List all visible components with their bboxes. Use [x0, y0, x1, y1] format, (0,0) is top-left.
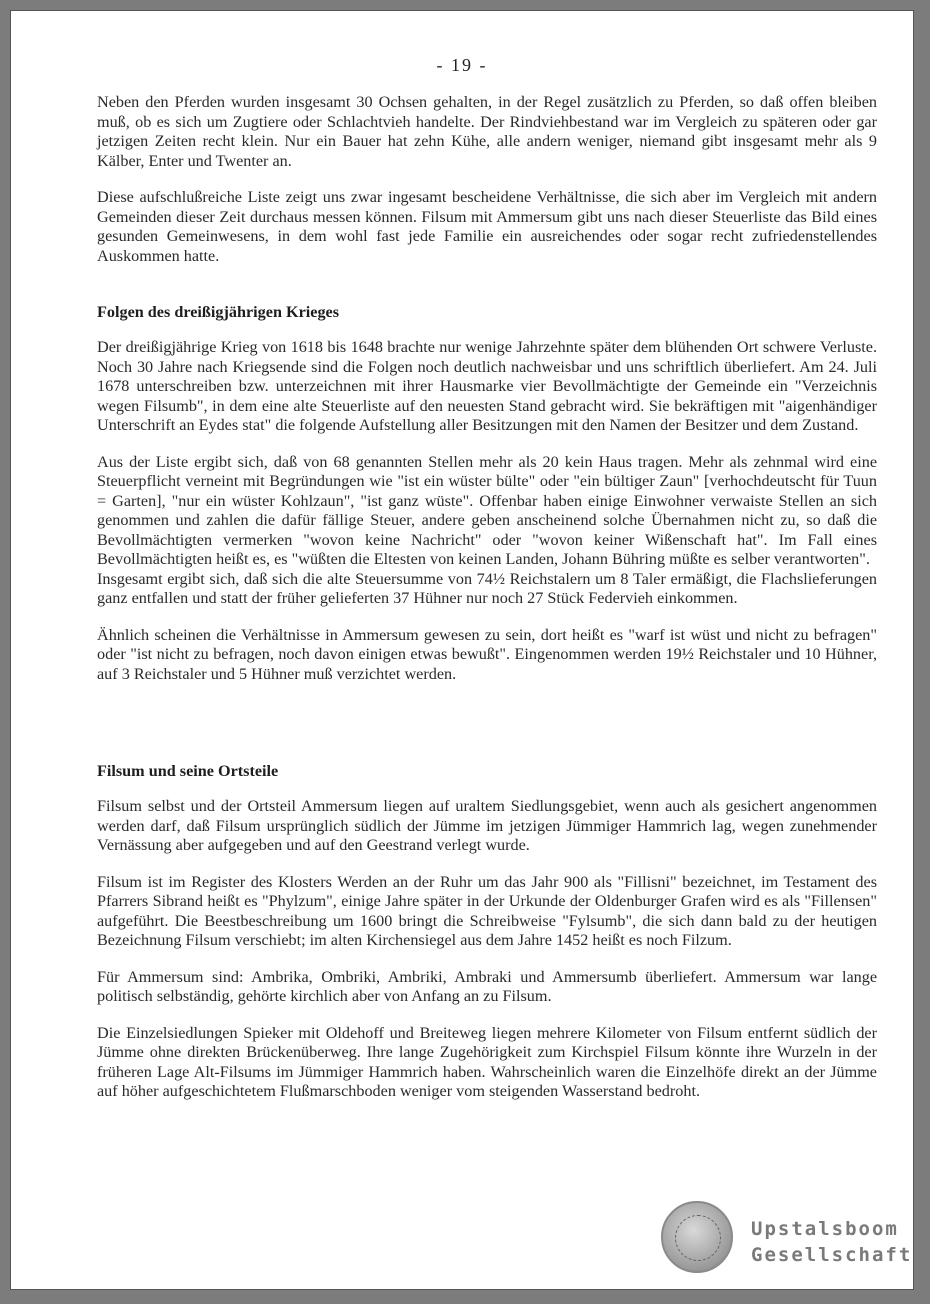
logo-line-2: Gesellschaft — [751, 1244, 913, 1266]
spacer — [97, 701, 877, 761]
document-page — [10, 10, 914, 1290]
spacer — [97, 283, 877, 302]
seal-emblem — [675, 1215, 721, 1261]
logo-line-1: Upstalsboom — [751, 1218, 899, 1240]
paragraph: Insgesamt ergibt sich, daß sich die alte Steuersumme von 74½ Reichstalern um 8 Taler ermäßigt, die Flachslieferungen ganz entfallen und statt der früher gelieferten 37 Hühner nur noch 27 Stück Federvieh einkommen. — [97, 569, 877, 607]
section-heading-krieg: Folgen des dreißigjährigen Krieges — [97, 303, 340, 321]
paragraph: Aus der Liste ergibt sich, daß von 68 genannten Stellen mehr als 20 kein Haus tragen. Mehr als zehnmal wird eine Steuerpflicht verneint mit Begründungen wie "ist ein wüster bülte" oder "ein bültiger Zaun" [verhochdeutscht für Tuun = Garten], "nur ein wüster Kohlzaun", "ist ganz wüste". Offenbar haben einige Einwohner verwaiste Stellen an sich genommen und zahlen die dafür fällige Steuer, andere geben anscheinend solche Übernahmen nicht zu, so daß die Bevollmächtigten vermerken "wovon keine Nachricht" oder "wovon keiner Wißenschaft hat". Im Fall eines Bevollmächtigten heißt es, es "wüßten die Eltesten von keinen Landen, Johann Bühring müßte es selber verantworten". — [97, 452, 877, 568]
page-number: - 19 - — [436, 55, 488, 75]
seal-icon — [661, 1201, 733, 1273]
paragraph: Filsum ist im Register des Klosters Werden an der Ruhr um das Jahr 900 als "Fillisni" bezeichnet, im Testament des Pfarrers Sibrand heißt es "Phylzum", einige Jahre später in der Urkunde der Oldenburger Grafen wird es als "Fillensen" aufgeführt. Die Beestbeschreibung um 1600 bringt die Schreibweise "Fylsumb", die sich dann bald zu der heutigen Bezeichnung Filsum verschiebt; im alten Kirchensiegel aus dem Jahre 1452 heißt es noch Filzum. — [97, 872, 877, 949]
paragraph: Die Einzelsiedlungen Spieker mit Oldehoff und Breiteweg liegen mehrere Kilometer von Filsum entfernt südlich der Jümme ohne direkten Brückenüberweg. Ihre lange Zugehörigkeit zum Kirchspiel Filsum könnte ihre Wurzeln in der früheren Lage Alt-Filsums im Jümmiger Hammrich haben. Wahrscheinlich waren die Einzelhöfe direkt an der Jümme auf höher aufgeschichtetem Flußmarschboden weniger vom steigenden Wasserstand bedroht. — [97, 1023, 877, 1100]
section-heading-ortsteile: Filsum und seine Ortsteile — [97, 762, 279, 780]
paragraph: Der dreißigjährige Krieg von 1618 bis 1648 brachte nur wenige Jahrzehnte später dem blühenden Ort schwere Verluste. Noch 30 Jahre nach Kriegsende sind die Folgen noch deutlich nachweisbar und uns schriftlich überliefert. Am 24. Juli 1678 unterschreiben bzw. unterzeichnen mit ihrer Hausmarke vier Bevollmächtigte der Gemeinde ein "Verzeichnis wegen Filsumb", in dem eine alte Steuerliste auf den neuesten Stand gebracht wird. Sie bekräftigen mit "aigenhändiger Unterschrift an Eydes stat" die folgende Aufstellung aller Besitzungen mit den Namen der Besitzer und dem Zustand. — [97, 338, 877, 434]
paragraph: Neben den Pferden wurden insgesamt 30 Ochsen gehalten, in der Regel zusätzlich zu Pferden, so daß offen bleiben muß, ob es sich um Zugtiere oder Schlachtvieh handelte. Der Rindviehbestand war im Vergleich zu späteren oder gar jetzigen Zeiten recht klein. Nur ein Bauer hat zehn Kühe, alle andern weniger, niemand gibt insgesamt mehr als 9 Kälber, Enter und Twenter an. — [97, 93, 877, 170]
paragraph: Filsum selbst und der Ortsteil Ammersum liegen auf uraltem Siedlungsgebiet, wenn auch als gesichert angenommen werden darf, daß Filsum ursprünglich südlich der Jümme im jetzigen Jümmiger Hammrich lag, wegen zunehmender Vernässung aber aufgegeben und auf den Geestrand verlegt wurde. — [97, 797, 877, 854]
page-content — [97, 93, 877, 1119]
society-logo — [751, 1216, 912, 1268]
paragraph: Ähnlich scheinen die Verhältnisse in Ammersum gewesen zu sein, dort heißt es "warf ist wüst und nicht zu befragen" oder "ist nicht zu befragen, noch davon einigen etwas bewußt". Eingenommen werden 19½ Reichstaler und 10 Hühner, auf 3 Reichstaler und 5 Hühner muß verzichtet werden. — [97, 625, 877, 683]
paragraph: Diese aufschlußreiche Liste zeigt uns zwar ingesamt bescheidene Verhältnisse, die sich aber im Vergleich mit andern Gemeinden dieser Zeit durchaus messen können. Filsum mit Ammersum gibt uns nach dieser Steuerliste das Bild eines gesunden Gemeinwesens, in dem wohl fast jede Familie ein ausreichendes oder sogar recht zufriedenstellendes Auskommen hatte. — [97, 188, 877, 265]
paragraph: Für Ammersum sind: Ambrika, Ombriki, Ambriki, Ambraki und Ammersumb überliefert. Ammersum war lange politisch selbständig, gehörte kirchlich aber von Anfang an zu Filsum. — [97, 967, 877, 1005]
